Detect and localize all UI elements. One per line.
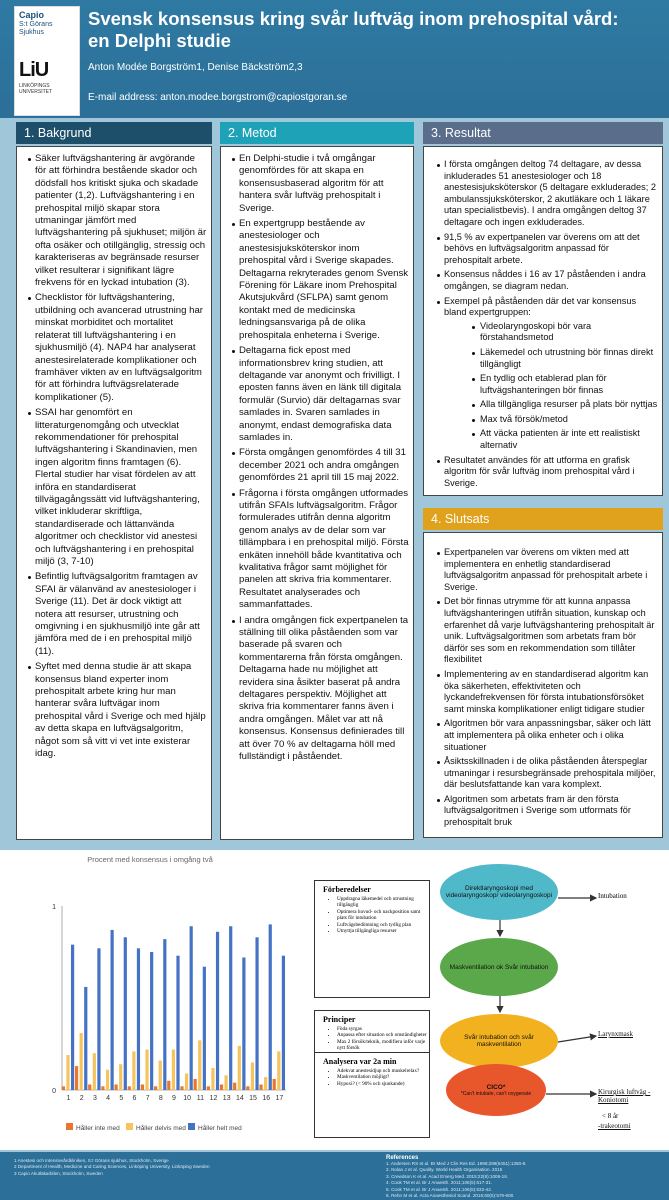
bar-håller-helt-med bbox=[111, 930, 114, 1090]
principer-item: • Max 2 försök/teknik, modifiera inför varje nytt försök bbox=[337, 1039, 427, 1052]
step-maskventilation: Maskventilation ok Svår intubation bbox=[440, 938, 558, 996]
bar-håller-delvis-med bbox=[238, 1046, 241, 1090]
legend-swatch bbox=[66, 1123, 73, 1130]
affiliation-line: 3 Capio Akutläkarbilen, Stockholm, Sweden bbox=[14, 1170, 103, 1176]
bar-håller-helt-med bbox=[229, 926, 232, 1090]
bar-håller-delvis-med bbox=[106, 1070, 109, 1090]
forberedelser-item: • Luftvägsbedömning och tydlig plan bbox=[337, 922, 427, 928]
cico-label: CICO* bbox=[486, 1083, 506, 1091]
consensus-example-item: Max två försök/metod bbox=[444, 414, 658, 426]
legend-swatch bbox=[188, 1123, 195, 1130]
consensus-chart-panel bbox=[0, 850, 296, 1150]
section-header-bakgrund: 1. Bakgrund bbox=[16, 122, 212, 144]
cico-note: *Can't intubate, can't oxygenate bbox=[460, 1090, 532, 1097]
bar-håller-helt-med bbox=[97, 948, 100, 1090]
forberedelser-item: • Utnyttja tillgängliga resurser bbox=[337, 928, 427, 934]
bar-håller-inte-med bbox=[167, 1081, 170, 1090]
bar-håller-delvis-med bbox=[277, 1051, 280, 1090]
references-list bbox=[386, 1161, 666, 1199]
forberedelser-item: • Uppdragna läkemedel och utrustning tillgänglig bbox=[337, 896, 427, 909]
step-svar-intubation: Svår intubation och svår maskventilation bbox=[440, 1014, 558, 1068]
affiliation-line: 1 Anestesi och Intensivvårdkliniken, S:t Görans sjukhus, Stockholm, Sverige bbox=[14, 1158, 169, 1163]
section-header-resultat: 3. Resultat bbox=[423, 122, 663, 144]
logo-panel bbox=[14, 6, 80, 116]
reference-line: 3. Crewdson K et al. Acad Emerg Med. 2015;22(8):1006-18. bbox=[386, 1173, 509, 1179]
analysera-item: • Adekvat anestesidjup och muskelrelax? bbox=[337, 1068, 427, 1074]
bar-håller-helt-med bbox=[216, 932, 219, 1090]
bar-håller-helt-med bbox=[176, 956, 179, 1090]
bar-håller-inte-med bbox=[259, 1084, 262, 1090]
slutsats-item: Implementering av en standardiserad algoritm kan öka säkerheten, effektiviteten och lyckandefrekvensen för första intubationsförsöket samt minska komplikationer enligt tidigare studier bbox=[438, 669, 658, 715]
bar-håller-delvis-med bbox=[66, 1055, 69, 1090]
legend-label: Håller inte med bbox=[76, 1125, 120, 1132]
resultat-item: 91,5 % av expertpanelen var överens om att det behövs en luftvägsalgoritm anpassad för prehospitalt arbete. bbox=[438, 232, 658, 267]
section-header-slutsats: 4. Slutsats bbox=[423, 508, 663, 530]
legend-label: Håller delvis med bbox=[136, 1125, 186, 1132]
legend-label: Håller helt med bbox=[198, 1125, 242, 1132]
bar-håller-helt-med bbox=[242, 958, 245, 1090]
x-tick-label: 14 bbox=[235, 1095, 244, 1102]
bar-håller-delvis-med bbox=[264, 1077, 267, 1090]
x-tick-label: 4 bbox=[106, 1095, 111, 1102]
bar-håller-helt-med bbox=[269, 924, 272, 1090]
bar-håller-delvis-med bbox=[132, 1051, 135, 1090]
metod-item: I andra omgången fick expertpanelen ta ställning till olika påståenden som var baserade på svaren och kommentarerna från första omgången. Deltagarna hade nu möjlighet att revidera sina åsikter baserat på andra deltagares perspektiv. Möjlighet att skriva fria kommentarer fanns även i andra omgången. Målet var att nå konsensus. Konsensus definierades till att över 70 % av deltagarna höll med fullständigt i påståendet. bbox=[233, 615, 409, 764]
label-kirurgisk: Kirurgisk luftväg -Koniotomi bbox=[598, 1088, 651, 1104]
label-larynxmask: Larynxmask bbox=[598, 1030, 633, 1038]
resultat-item: I första omgången deltog 74 deltagare, av dessa inkluderades 51 anestesiologer och 18 anestesisjuksköterskor (5 deltagare exkluderades; 2 ambulanssjuksköterskor, 2 akutläkare och 1 läkare utan specialistbevis). I andra omgången deltog 37 deltagare och ingen exkluderades. bbox=[438, 159, 658, 229]
consensus-example-item: Alla tillgängliga resurser på plats bör nyttjas bbox=[444, 399, 658, 411]
bar-håller-inte-med bbox=[233, 1083, 236, 1090]
consensus-example-item: Att väcka patienten är inte ett realistiskt alternativ bbox=[444, 428, 658, 451]
section-bakgrund bbox=[16, 146, 212, 840]
bar-håller-delvis-med bbox=[185, 1073, 188, 1090]
y-tick-label: 1 bbox=[52, 904, 56, 911]
section-metod bbox=[220, 146, 414, 840]
affiliation-line: 2 Department of Health, Medicine and Caring Sciences, Linköping University, Linköping Sweden bbox=[14, 1164, 210, 1170]
email-address: E-mail address: anton.modee.borgstrom@capiostgoran.se bbox=[88, 92, 348, 103]
slutsats-item: Algoritmen bör vara anpassningsbar, säker och lätt att implementera på olika enheter och i olika situationer bbox=[438, 718, 658, 753]
references-title: References bbox=[386, 1155, 419, 1161]
resultat-item: Exempel på påståenden där det var konsensus bland expertgruppen: Videolaryngoskopi bör vara förstahandsmetod Läkemedel och utrustning bör finnas direkt tillgängligt En tydlig och etablerad plan för luftvägshanteringen bör finnas Alla tillgängliga resurser på plats bör nyttjas Max två försök/metod Att väcka patienten är inte ett realistiskt alternativ bbox=[438, 296, 658, 452]
slutsats-list bbox=[428, 547, 658, 829]
slutsats-item: Algoritmen som arbetats fram är den första luftvägsalgoritmen i Sverige som utformats för prehospitalt bruk bbox=[438, 794, 658, 829]
x-tick-label: 3 bbox=[92, 1095, 97, 1102]
bar-håller-inte-med bbox=[101, 1086, 104, 1090]
bar-håller-delvis-med bbox=[119, 1064, 122, 1090]
reference-line: 6. Rehn M et al. Acta Anaesthesiol Scand. 2016;60(5):579-600. bbox=[386, 1193, 515, 1199]
bar-håller-helt-med bbox=[150, 952, 153, 1090]
consensus-chart bbox=[0, 850, 296, 1150]
bar-håller-inte-med bbox=[128, 1086, 131, 1090]
bar-håller-helt-med bbox=[190, 926, 193, 1090]
slutsats-item: Expertpanelen var överens om vikten med att implementera en enhetlig standardiserad luftvägsalgoritm anpassad för prehospitalt arbete i Sverige. bbox=[438, 547, 658, 593]
label-age: < 8 år bbox=[602, 1112, 619, 1120]
bar-håller-inte-med bbox=[194, 1079, 197, 1090]
bakgrund-item: Säker luftvägshantering är avgörande för att förhindra bestående skador och dödsfall hos kritiskt sjuka och skadade patienter (1,2). Luftvägshantering i en prehospital miljö skapar stora utmaningar jämfört med luftvägshantering på sjukhuset; miljön är ofta osäker och otillgänglig, stressig och karakteriseras av begränsade resurser vilket resulterar i signifikant lägre frekvens för en lyckad intubation (3). bbox=[29, 153, 207, 289]
x-tick-label: 10 bbox=[183, 1095, 192, 1102]
principer-title: Principer bbox=[323, 1015, 356, 1024]
bar-håller-helt-med bbox=[137, 948, 140, 1090]
x-tick-label: 17 bbox=[275, 1095, 284, 1102]
capio-logo: Capio S:t Görans Sjukhus bbox=[19, 10, 53, 36]
section-slutsats bbox=[423, 532, 663, 838]
consensus-examples bbox=[444, 321, 658, 452]
x-tick-label: 15 bbox=[249, 1095, 257, 1102]
x-tick-label: 2 bbox=[79, 1095, 84, 1102]
bar-håller-helt-med bbox=[84, 987, 87, 1090]
bakgrund-item: Checklistor för luftvägshantering, utbildning och avancerad utrustning har minskat morbiditet och mortalitet relaterat till luftvägshantering i en sjukhusmiljö (4). NAP4 har analyserat anestesirelaterade komplikationer och framhäver vikten av en luftvägsalgoritm för att förhindra luftvägsrelaterade komplikationer (5). bbox=[29, 292, 207, 404]
bar-håller-helt-med bbox=[203, 967, 206, 1090]
bar-håller-inte-med bbox=[220, 1084, 223, 1090]
section-header-metod: 2. Metod bbox=[220, 122, 414, 144]
bar-håller-inte-med bbox=[273, 1079, 276, 1090]
liu-logo: LiU bbox=[19, 59, 49, 81]
references bbox=[386, 1155, 666, 1199]
bar-håller-delvis-med bbox=[80, 1033, 83, 1090]
bar-håller-inte-med bbox=[114, 1084, 117, 1090]
resultat-item: Konsensus nåddes i 16 av 17 påståenden i andra omgången, se diagram nedan. bbox=[438, 269, 658, 292]
x-tick-label: 8 bbox=[158, 1095, 163, 1102]
bar-håller-delvis-med bbox=[145, 1050, 148, 1090]
consensus-example-item: En tydlig och etablerad plan för luftvägshanteringen bör finnas bbox=[444, 373, 658, 396]
reference-line: 5. Cook TM et al. Br J Anaesth. 2011;106(5):632-42. bbox=[386, 1186, 493, 1192]
bar-håller-inte-med bbox=[154, 1086, 157, 1090]
bar-håller-inte-med bbox=[207, 1086, 210, 1090]
consensus-example-item: Videolaryngoskopi bör vara förstahandsmetod bbox=[444, 321, 658, 344]
analysera-title: Analysera var 2a min bbox=[323, 1057, 397, 1066]
forberedelser-title: Förberedelser bbox=[323, 885, 371, 894]
analysera-item: • Hypoxi? (< 90% och sjunkande) bbox=[337, 1081, 427, 1087]
reference-line: 2. Nolan J et al. Quality. World Health Organisation. 2015 bbox=[386, 1167, 503, 1173]
x-tick-label: 5 bbox=[119, 1095, 124, 1102]
bar-håller-delvis-med bbox=[225, 1075, 228, 1090]
bar-håller-delvis-med bbox=[198, 1040, 201, 1090]
bakgrund-list bbox=[19, 153, 207, 761]
metod-item: Frågorna i första omgången utformades utifrån SFAIs luftvägsalgoritm. Frågor formulerades utifrån denna algoritm genom analys av de delar som var tillämpbara i en prehospital miljö. Första enkäten innehöll både kvantitativa och kvalitativa frågor samt möjlighet för panelen att skriva fria kommentarer. Resultatet analyserades och sammanfattades. bbox=[233, 488, 409, 612]
x-tick-label: 6 bbox=[132, 1095, 137, 1102]
metod-item: En expertgrupp bestående av anestesiologer och anestesisjuksköterskor inom prehospital vård i Sverige skapades. Deltagarna rekryterades genom Svensk Förening för Läkare inom Prehospital Akutsjukvård (SFLPA) samt genom kontakt med de medicinska ledningsansvariga på de olika prehospitala enheterna i Sverige. bbox=[233, 218, 409, 342]
label-trakeotomi: -trakeotomi bbox=[598, 1122, 631, 1130]
step-direktlaryngoskopi: Direktlaryngoskopi med videolaryngoskop/ videolaryngoskopi bbox=[440, 864, 558, 920]
x-tick-label: 16 bbox=[262, 1095, 271, 1102]
principer-item: • Anpassa efter situation och omständigheter bbox=[337, 1032, 427, 1038]
forberedelser-item: • Optimera huvud- och nackposition samt plats för intubation bbox=[337, 909, 427, 922]
bakgrund-item: SSAI har genomfört en litteraturgenomgång och utvecklat rekommendationer för prehospital luftvägshantering i Skandinavien, men ingen algoritm finns framtagen (6). Flertal studier har visat fördelen av att införa en standardiserat tillvägagångssätt vid luftvägshantering, vilket inkluderar skriftliga, standardiserade och lättanvända algoritmer och checklistor vid anestesi och luftvägshantering i en prehospital miljö (3, 7-10) bbox=[29, 407, 207, 568]
authors: Anton Modée Borgström1, Denise Bäckström2,3 bbox=[88, 62, 303, 73]
bar-håller-delvis-med bbox=[211, 1068, 214, 1090]
x-tick-label: 9 bbox=[172, 1095, 176, 1102]
bar-håller-helt-med bbox=[124, 937, 127, 1090]
bar-håller-inte-med bbox=[141, 1084, 144, 1090]
bakgrund-item: Befintlig luftvägsalgoritm framtagen av SFAI är välanvänd av anestesiologer i Sverige (11). Det är dock viktigt att notera att resurser, utrustning och omgivning i en sjukhusmiljö inte går att jämföra med de i en prehospital miljö (11). bbox=[29, 571, 207, 658]
x-tick-label: 1 bbox=[66, 1095, 71, 1102]
label-intubation: Intubation bbox=[598, 892, 627, 900]
x-tick-label: 12 bbox=[209, 1095, 218, 1102]
bar-håller-inte-med bbox=[88, 1084, 91, 1090]
metod-list bbox=[223, 153, 409, 764]
bar-håller-helt-med bbox=[255, 937, 258, 1090]
affiliations bbox=[14, 1158, 314, 1177]
bar-håller-delvis-med bbox=[93, 1053, 96, 1090]
bar-håller-inte-med bbox=[62, 1086, 65, 1090]
bar-håller-inte-med bbox=[246, 1086, 249, 1090]
chart-title: Procent med konsensus i omgång två bbox=[87, 855, 213, 864]
bakgrund-item: Syftet med denna studie är att skapa konsensus bland experter inom prehospitalt arbete kring hur man hanterar svåra luftvägar inom prehospital vård i Sverige och med hjälp av detta skapa en luftvägsalgoritm, något som så vitt vi vet inte existerar idag. bbox=[29, 661, 207, 760]
step-cico bbox=[446, 1064, 546, 1116]
slutsats-item: Det bör finnas utrymme för att kunna anpassa luftvägshanteringen utifrån situation, kunskap och erfarenhet då varje luftvägshantering prehospitalt är unik. Luftvägsalgoritmen som arbetats fram bör därför ses som en rekommendation som tillåter flexibilitet bbox=[438, 596, 658, 666]
algorithm-diagram-panel bbox=[296, 850, 669, 1150]
bar-håller-helt-med bbox=[71, 945, 74, 1090]
analysera-item: • Maskventilation möjligt? bbox=[337, 1074, 427, 1080]
poster-footer bbox=[0, 1152, 669, 1200]
resultat-item: Resultatet användes för att utforma en grafisk algoritm för svår luftväg inom prehospital vård i Sverige. bbox=[438, 455, 658, 490]
liu-logo-subtitle: LINKÖPINGS UNIVERSITET bbox=[19, 83, 53, 95]
bar-håller-helt-med bbox=[282, 956, 285, 1090]
reference-line: 4. Cook TM et al. Br J Anaesth. 2011;106(5):617-31. bbox=[386, 1180, 493, 1186]
metod-item: Första omgången genomfördes 4 till 31 december 2021 och andra omgången genomfördes 21 april till 15 maj 2022. bbox=[233, 447, 409, 484]
x-tick-label: 11 bbox=[196, 1095, 204, 1102]
reference-line: 1. Andersen RS et al. Br Med J Clin Res Ed. 1998;289(6451):1350-8. bbox=[386, 1161, 527, 1166]
x-tick-label: 7 bbox=[145, 1095, 150, 1102]
consensus-example-item: Läkemedel och utrustning bör finnas direkt tillgängligt bbox=[444, 347, 658, 370]
bar-håller-delvis-med bbox=[159, 1061, 162, 1090]
metod-item: En Delphi-studie i två omgångar genomfördes för att skapa en konsensusbaserad algoritm för att hantera svår luftväg prehospitalt i Sverige. bbox=[233, 153, 409, 215]
bar-håller-inte-med bbox=[75, 1066, 78, 1090]
bar-håller-delvis-med bbox=[172, 1050, 175, 1090]
bar-håller-helt-med bbox=[163, 939, 166, 1090]
slutsats-item: Åsiktsskillnaden i de olika påståenden återspeglar utmaningar i resursbegränsade prehospitala miljöer, där beslutsfattande kan vara komplext. bbox=[438, 756, 658, 791]
y-tick-label: 0 bbox=[52, 1088, 56, 1095]
legend-swatch bbox=[126, 1123, 133, 1130]
bar-håller-delvis-med bbox=[251, 1062, 254, 1090]
resultat-list bbox=[428, 159, 658, 489]
bar-håller-inte-med bbox=[180, 1086, 183, 1090]
metod-item: Deltagarna fick epost med informationsbrev kring studien, att deltagande var anonymt och frivilligt. I eposten fanns även en länk till digitala formulär (Survio) där deltagarnas svar samlades in. Svaren samlades in anonymt, endast demografiska data samlades in. bbox=[233, 345, 409, 444]
section-resultat bbox=[423, 146, 663, 496]
principer-item: • Föda syrgas bbox=[337, 1026, 427, 1032]
poster-title: Svensk konsensus kring svår luftväg inom prehospital vård: en Delphi studie bbox=[88, 8, 619, 51]
x-tick-label: 13 bbox=[222, 1095, 231, 1102]
